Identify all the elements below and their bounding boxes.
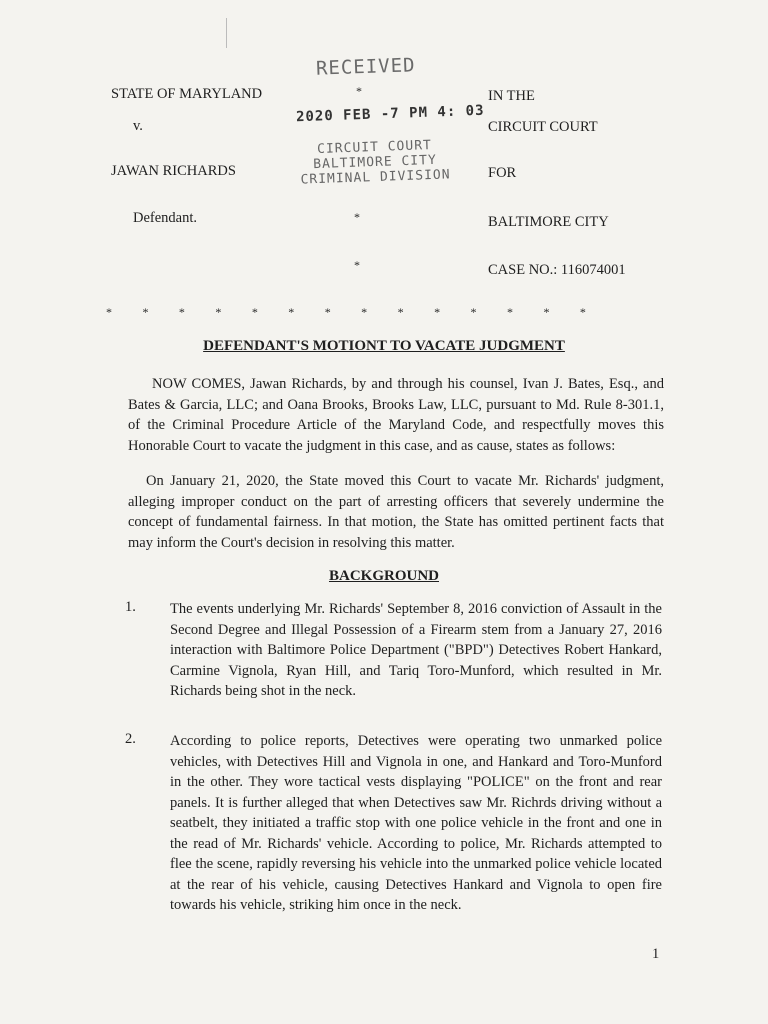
stamp-court-line: BALTIMORE CITY	[313, 152, 438, 173]
divider-star: *	[324, 305, 331, 319]
intro-paragraph: On January 21, 2020, the State moved this Court to vacate Mr. Richards' judgment, alleging improper conduct on the part of arresting officers that severely undermine the concept of fundamental fairness. In that motion, the State has omitted pertinent facts that may inform the Court's decision in resolving this matter.	[128, 473, 664, 551]
divider-star: *	[142, 305, 149, 319]
caption-case-number: CASE NO.: 116074001	[488, 262, 626, 278]
background-heading: BACKGROUND	[328, 568, 439, 584]
divider-star: *	[178, 305, 185, 319]
star-divider	[106, 305, 586, 320]
divider-star: *	[288, 305, 295, 319]
caption-star: *	[354, 210, 360, 224]
caption-state: STATE OF MARYLAND	[111, 86, 263, 102]
numbered-paragraph: According to police reports, Detectives were operating two unmarked police vehicles, with Detectives Hill and Vignola in one, and Hankard and Toro-Munford in the other. They wore tactical vests displaying "POLICE" on the front and rear panels. It is further alleged that when Detectives saw Mr. Richrds driving without a seatbelt, they initiated a traffic stop with one police vehicle in the front and one in the read of Mr. Richards' vehicle. According to police, Mr. Richards attempted to flee the scene, rapidly reversing his vehicle into the unmarked police vehicle located at the rear of his vehicle, causing Detectives Hankard and Vignola to open fire towards his vehicle, striking him once in the neck.	[170, 733, 662, 913]
stamp-court-line: CRIMINAL DIVISION	[300, 167, 451, 188]
caption-in-the: IN THE	[488, 88, 535, 104]
divider-star: *	[579, 305, 586, 319]
divider-star: *	[251, 305, 258, 319]
divider-star: *	[470, 305, 477, 319]
divider-star: *	[397, 305, 404, 319]
stamp-court-line: CIRCUIT COURT	[316, 138, 433, 158]
divider-star: *	[434, 305, 441, 319]
divider-star: *	[215, 305, 222, 319]
received-stamp: RECEIVED	[315, 54, 416, 80]
caption-defendant-name: JAWAN RICHARDS	[111, 163, 236, 179]
caption-star: *	[354, 258, 360, 272]
intro-paragraph: NOW COMES, Jawan Richards, by and through his counsel, Ivan J. Bates, Esq., and Bates & Garcia, LLC; and Oana Brooks, Brooks Law, LLC, pursuant to Md. Rule 8-301.1, of the Criminal Procedure Article of the Maryland Code, and respectfully moves this Honorable Court to vacate the judgment in this case, and as cause, states as follows:	[128, 376, 664, 454]
divider-star: *	[106, 305, 112, 319]
caption-versus: v.	[133, 118, 143, 134]
divider-star: *	[506, 305, 513, 319]
divider-star: *	[543, 305, 550, 319]
received-stamp-court	[299, 137, 451, 187]
item-number: 2.	[125, 731, 136, 747]
caption-for: FOR	[488, 165, 517, 181]
caption-star: *	[356, 84, 362, 98]
received-stamp-date: 2020 FEB -7 PM 4: 03	[295, 102, 485, 126]
scan-artifact	[226, 18, 227, 48]
numbered-paragraph: The events underlying Mr. Richards' September 8, 2016 conviction of Assault in the Second Degree and Illegal Possession of a Firearm stem from a January 27, 2016 interaction with Baltimore Police Department ("BPD") Detectives Robert Hankard, Carmine Vignola, Ryan Hill, and Tariq Toro-Munford, which resulted in Mr. Richards being shot in the neck.	[170, 601, 662, 699]
item-number: 1.	[125, 599, 136, 615]
caption-defendant-label: Defendant.	[133, 210, 198, 226]
divider-star: *	[361, 305, 368, 319]
caption-baltimore-city: BALTIMORE CITY	[488, 214, 609, 230]
page-number: 1	[652, 946, 660, 962]
caption-circuit-court: CIRCUIT COURT	[488, 119, 598, 135]
motion-title: DEFENDANT'S MOTIONT TO VACATE JUDGMENT	[203, 338, 565, 354]
